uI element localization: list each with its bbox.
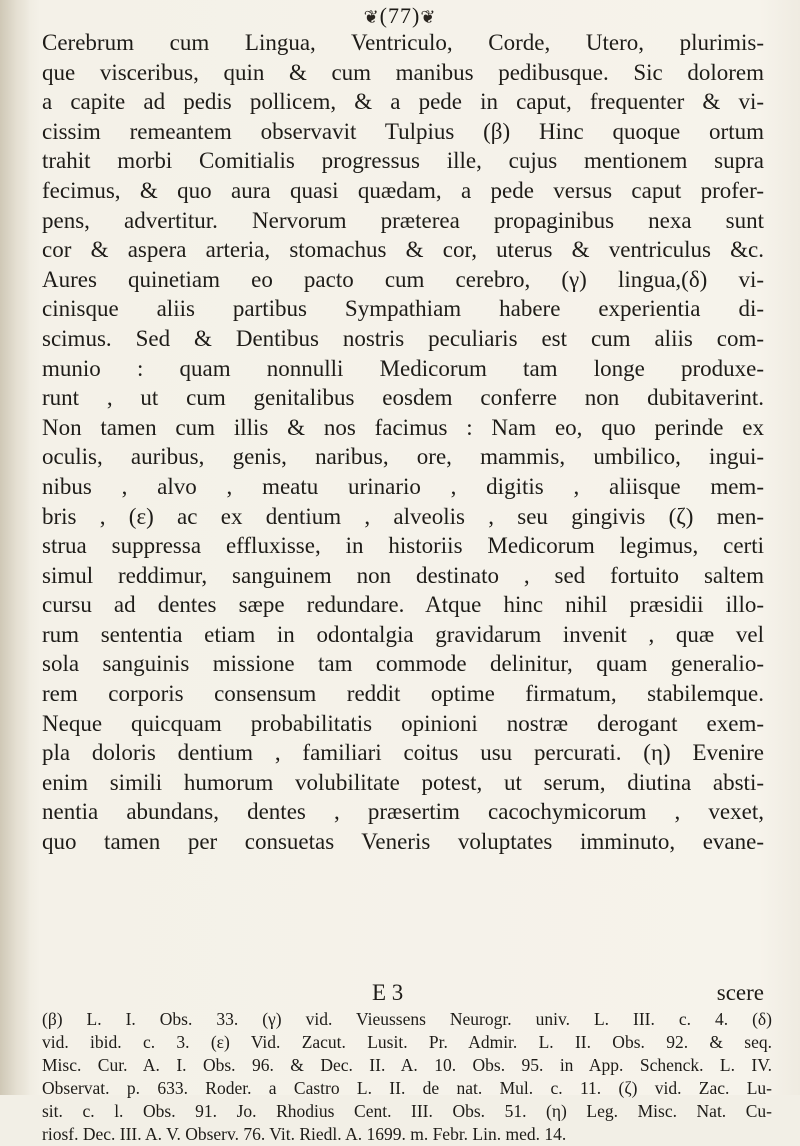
- text-line: fecimus, & quo aura quasi quædam, a pede versus caput profer-: [42, 177, 764, 203]
- signature-mark: E 3: [372, 980, 404, 1005]
- page-header: [0, 2, 800, 30]
- footnote-line: (β) L. I. Obs. 33. (γ) vid. Vieussens Neurogr. univ. L. III. c. 4. (δ): [42, 1009, 772, 1029]
- text-line: Cerebrum cum Lingua, Ventriculo, Corde, Utero, plurimis-: [42, 30, 764, 55]
- text-line: que visceribus, quin & cum manibus pedibusque. Sic dolorem: [42, 59, 764, 85]
- text-line: rum sententia etiam in odontalgia gravidarum invenit , quæ vel: [42, 621, 764, 647]
- text-line: a capite ad pedis pollicem, & a pede in caput, frequenter & vi-: [42, 89, 764, 115]
- text-line: Aures quinetiam eo pacto cum cerebro, (γ) lingua,(δ) vi-: [42, 266, 764, 292]
- text-line: runt , ut cum genitalibus eosdem conferre non dubitaverint.: [42, 385, 764, 411]
- text-line: Neque quicquam probabilitatis opinioni nostræ derogant exem-: [42, 710, 764, 736]
- footnote-line: Misc. Cur. A. I. Obs. 96. & Dec. II. A. 10. Obs. 95. in App. Schenck. L. IV.: [42, 1055, 772, 1075]
- ornament-left-icon: ❦: [363, 7, 380, 27]
- text-line: quo tamen per consuetas Veneris voluptates imminuto, evane-: [42, 829, 764, 855]
- main-text-block: [42, 28, 764, 857]
- text-line: cissim remeantem observavit Tulpius (β) Hinc quoque ortum: [42, 118, 764, 144]
- text-line: nentia abundans, dentes , præsertim cacochymicorum , vexet,: [42, 799, 764, 825]
- text-line: pens, advertitur. Nervorum præterea propaginibus nexa sunt: [42, 207, 764, 233]
- text-line: bris , (ε) ac ex dentium , alveolis , seu gingivis (ζ) men-: [42, 503, 764, 529]
- footnote-line: Observat. p. 633. Roder. a Castro L. II. de nat. Mul. c. 11. (ζ) vid. Zac. Lu-: [42, 1078, 772, 1098]
- text-line: rem corporis consensum reddit optime firmatum, stabilemque.: [42, 681, 764, 707]
- text-line: simul reddimur, sanguinem non destinato , sed fortuito saltem: [42, 562, 764, 588]
- text-line: Non tamen cum illis & nos facimus : Nam eo, quo perinde ex: [42, 414, 764, 440]
- binding-shadow: [0, 0, 30, 1095]
- footnote-line: riosf. Dec. III. A. V. Observ. 76. Vit. Riedl. A. 1699. m. Febr. Lin. med. 14.: [42, 1124, 567, 1144]
- text-line: sola sanguinis missione tam commode delinitur, quam generalio-: [42, 651, 764, 677]
- text-line: scimus. Sed & Dentibus nostris peculiaris est cum aliis com-: [42, 325, 764, 351]
- text-line: munio : quam nonnulli Medicorum tam longe produxe-: [42, 355, 764, 381]
- catchword: scere: [716, 980, 764, 1005]
- text-line: pla doloris dentium , familiari coitus usu percurati. (η) Evenire: [42, 740, 764, 766]
- text-line: oculis, auribus, genis, naribus, ore, mammis, umbilico, ingui-: [42, 444, 764, 470]
- page-number: (77): [379, 3, 421, 28]
- page-foot: [42, 980, 764, 1008]
- text-line: trahit morbi Comitialis progressus ille, cujus mentionem supra: [42, 148, 764, 174]
- ornament-right-icon: ❦: [420, 7, 437, 27]
- footnote-line: sit. c. l. Obs. 91. Jo. Rhodius Cent. III. Obs. 51. (η) Leg. Misc. Nat. Cu-: [42, 1101, 772, 1121]
- text-line: enim simili humorum volubilitate potest, ut serum, diutina absti-: [42, 769, 764, 795]
- text-line: cinisque aliis partibus Sympathiam habere experientia di-: [42, 296, 764, 322]
- text-line: strua suppressa effluxisse, in historiis Medicorum legimus, certi: [42, 533, 764, 559]
- text-line: nibus , alvo , meatu urinario , digitis , aliisque mem-: [42, 473, 764, 499]
- text-line: cursu ad dentes sæpe redundare. Atque hinc nihil præsidii illo-: [42, 592, 764, 618]
- footnotes-block: [42, 1008, 772, 1146]
- footnote-line: vid. ibid. c. 3. (ε) Vid. Zacut. Lusit. Pr. Admir. L. II. Obs. 92. & seq.: [42, 1032, 772, 1052]
- text-line: cor & aspera arteria, stomachus & cor, uterus & ventriculus &c.: [42, 237, 764, 263]
